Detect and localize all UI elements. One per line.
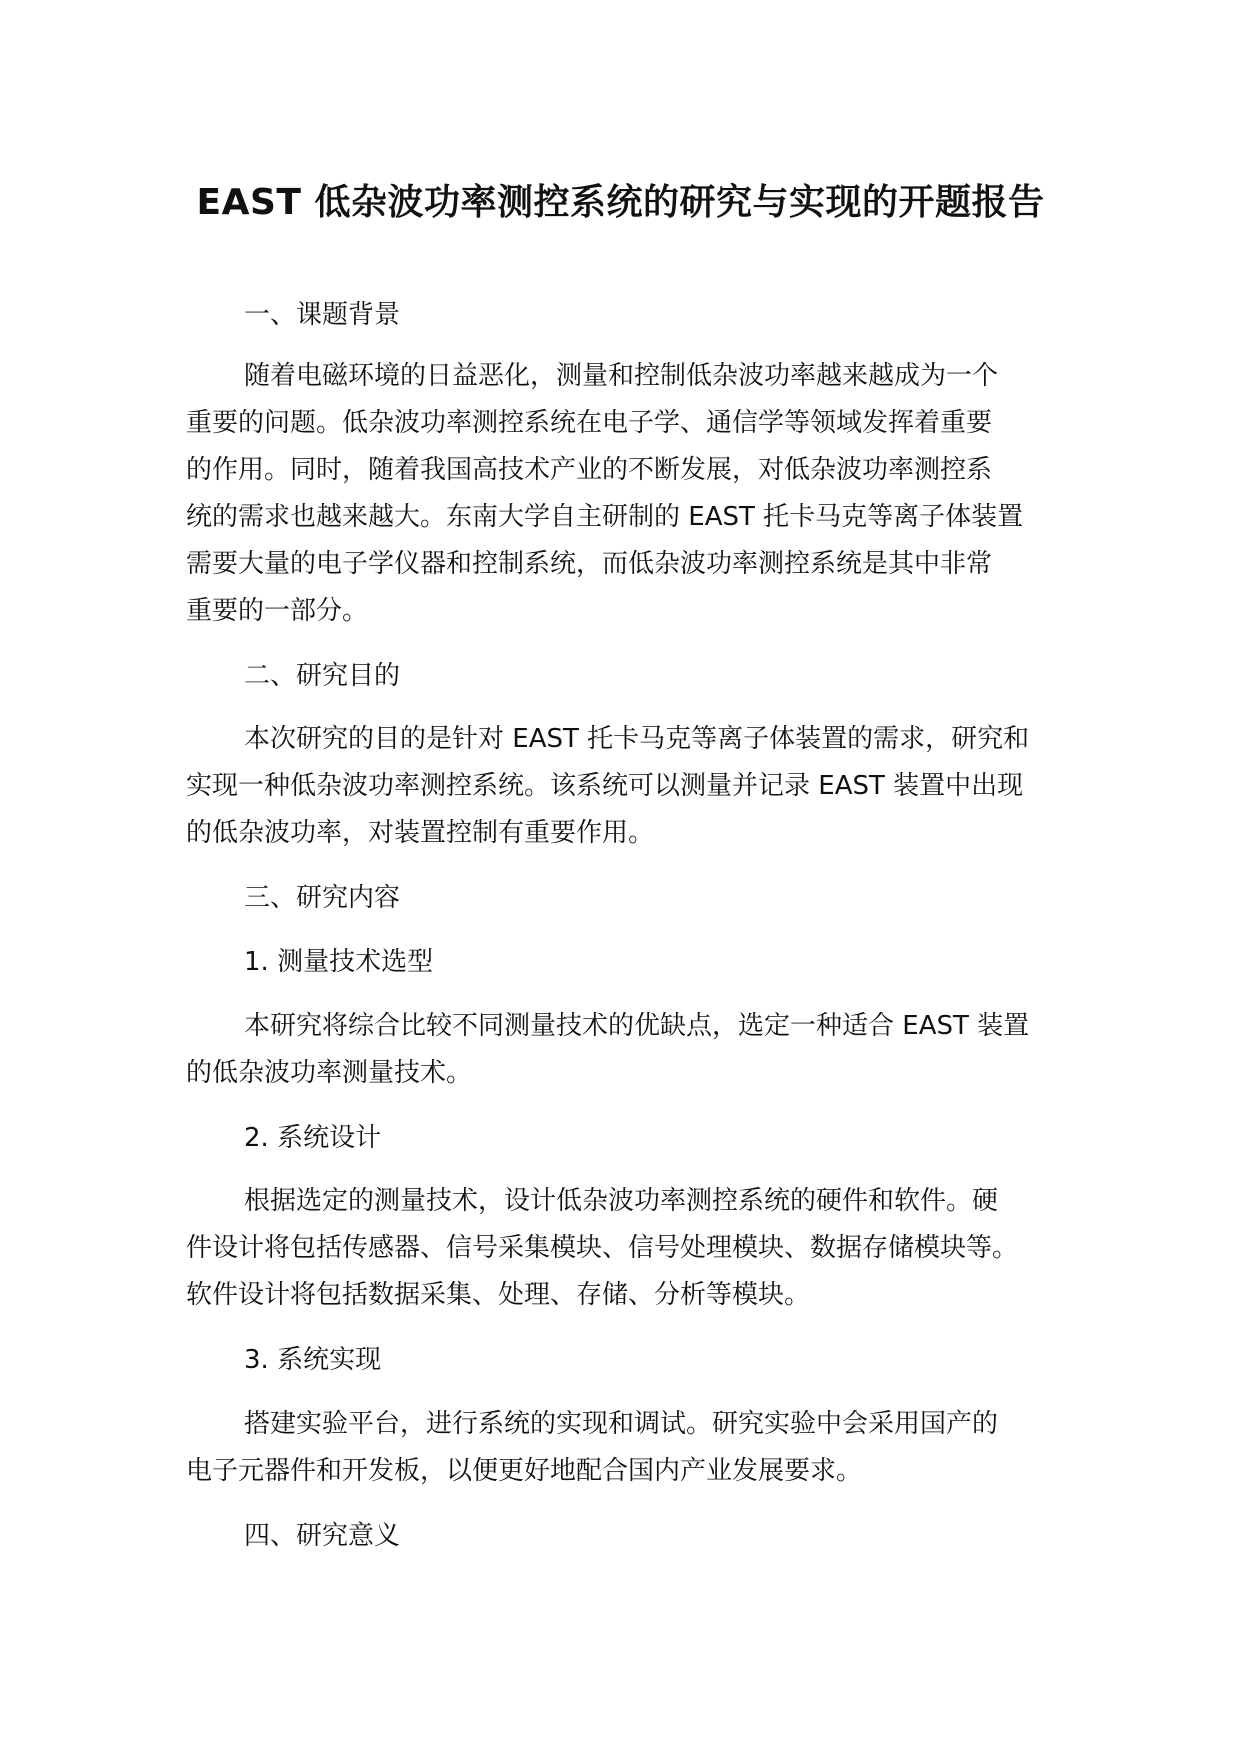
paragraph-measurement-line: 的低杂波功率测量技术。 [186,1058,473,1088]
paragraph-design-line: 根据选定的测量技术，设计低杂波功率测控系统的硬件和软件。硬 [244,1186,999,1216]
document-title: EAST 低杂波功率测控系统的研究与实现的开题报告 [196,182,1045,223]
paragraph-background-line: 重要的问题。低杂波功率测控系统在电子学、通信学等领域发挥着重要 [186,408,993,438]
paragraph-background-line: 随着电磁环境的日益恶化，测量和控制低杂波功率越来越成为一个 [244,361,999,391]
section-heading-significance: 四、研究意义 [244,1521,401,1551]
section-heading-content: 三、研究内容 [244,883,401,913]
subsection-heading-design: 2. 系统设计 [244,1123,382,1153]
paragraph-purpose-line: 的低杂波功率，对装置控制有重要作用。 [186,818,655,848]
paragraph-background-line: 统的需求也越来越大。东南大学自主研制的 EAST 托卡马克等离子体装置 [186,502,1024,532]
section-heading-purpose: 二、研究目的 [244,661,401,691]
subsection-heading-implementation: 3. 系统实现 [244,1345,382,1375]
paragraph-measurement-line: 本研究将综合比较不同测量技术的优缺点，选定一种适合 EAST 装置 [244,1011,1030,1041]
paragraph-background-line: 的作用。同时，随着我国高技术产业的不断发展，对低杂波功率测控系 [186,455,993,485]
paragraph-design-line: 件设计将包括传感器、信号采集模块、信号处理模块、数据存储模块等。 [186,1233,1019,1263]
paragraph-background-line: 重要的一部分。 [186,596,369,626]
section-heading-background: 一、课题背景 [244,300,401,330]
paragraph-implementation-line: 搭建实验平台，进行系统的实现和调试。研究实验中会采用国产的 [244,1409,999,1439]
paragraph-design-line: 软件设计将包括数据采集、处理、存储、分析等模块。 [186,1280,811,1310]
paragraph-purpose-line: 本次研究的目的是针对 EAST 托卡马克等离子体装置的需求，研究和 [244,724,1030,754]
paragraph-purpose-line: 实现一种低杂波功率测控系统。该系统可以测量并记录 EAST 装置中出现 [186,771,1024,801]
paragraph-implementation-line: 电子元器件和开发板，以便更好地配合国内产业发展要求。 [186,1456,863,1486]
subsection-heading-measurement: 1. 测量技术选型 [244,947,434,977]
paragraph-background-line: 需要大量的电子学仪器和控制系统，而低杂波功率测控系统是其中非常 [186,549,993,579]
